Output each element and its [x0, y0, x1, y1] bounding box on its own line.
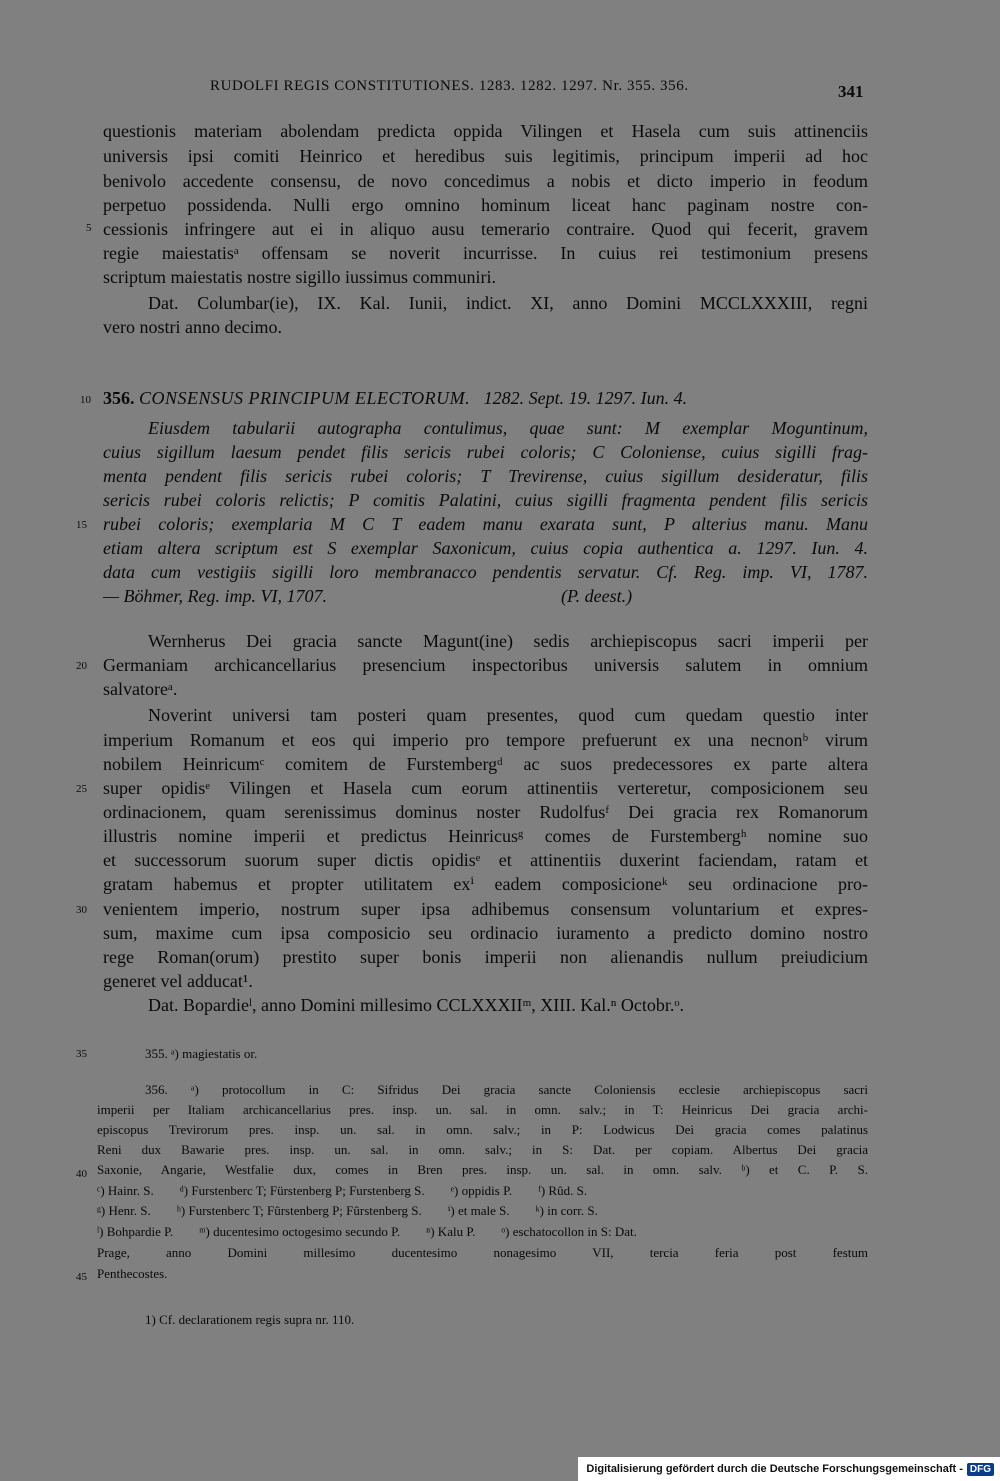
line-number: 15 [76, 519, 87, 531]
text-line: Dat. Columbar(ie), IX. Kal. Iunii, indict. XI, anno Domini MCCLXXXIII, regni [148, 293, 868, 313]
text-line: ordinacionem, quam serenissimus dominus noster Rudolfusᶠ Dei gracia rex Romanorum [103, 802, 868, 822]
note-line: menta pendent filis sericis rubei coloris; T Trevirense, cuius sigillum desideratur, filis [103, 466, 868, 486]
text-line: universis ipsi comiti Heinrico et heredibus suis legitimis, principum imperii ad hoc [103, 146, 868, 166]
page-number: 341 [838, 82, 864, 101]
note-line: etiam altera scriptum est S exemplar Saxonicum, cuius copia authentica a. 1297. Iun. 4. [103, 538, 868, 558]
running-title: RUDOLFI REGIS CONSTITUTIONES. 1283. 1282. 1297. Nr. 355. 356. [210, 78, 689, 94]
text-line: Noverint universi tam posteri quam presentes, quod cum quedam questio inter [148, 705, 868, 725]
text-line: cessionis infringere aut ei in aliquo ausu temerario contraire. Quod qui fecerit, gravem [103, 219, 868, 239]
footnote-line: Penthecostes. [97, 1266, 168, 1281]
text-line: gratam habemus et propter utilitatem exⁱ eadem composicioneᵏ seu ordinacione pro- [103, 874, 868, 894]
text-line: benivolo accedente consensu, de novo concedimus a nobis et dicto imperio in feodum [103, 171, 868, 191]
line-number: 40 [76, 1168, 87, 1180]
footnote-line: imperii per Italiam archicancellarius pres. insp. un. sal. in omn. salv.; in T: Heinricus Dei gracia archi- [97, 1102, 868, 1117]
text-line: rege Roman(orum) prestito super bonis imperii non alienandis nullum preiudicium [103, 947, 868, 967]
text-line: scriptum maiestatis nostre sigillo iussimus communiri. [103, 267, 496, 287]
funding-text: Digitalisierung gefördert durch die Deutsche Forschungsgemeinschaft - [586, 1463, 963, 1475]
note-line: Eiusdem tabularii autographa contulimus, quae sunt: M exemplar Moguntinum, [148, 418, 868, 438]
text-line: Dat. Bopardieˡ, anno Domini millesimo CCLXXXIIᵐ, XIII. Kal.ⁿ Octobr.ᵒ. [148, 995, 685, 1015]
footnote-line: episcopus Trevirorum pres. insp. un. sal. in omn. salv.; in P: Lodwicus Dei gracia comes palatinus [97, 1122, 868, 1137]
text-line: super opidisᵉ Vilingen et Hasela cum eorum attinentiis verteretur, composicionem seu [103, 778, 868, 798]
line-number: 30 [76, 904, 87, 916]
line-number: 10 [80, 394, 91, 406]
text-line: venientem imperio, nostrum super ipsa adhibemus consensum voluntarium et expres- [103, 899, 868, 919]
line-number: 25 [76, 783, 87, 795]
document-heading [103, 388, 868, 409]
footnote-line: ˡ) Bohpardie P. ᵐ) ducentesimo octogesimo secundo P. ⁿ) Kalu P. ᵒ) eschatocollon in S: Dat. [97, 1224, 637, 1239]
footnote-line: ᵍ) Henr. S. ʰ) Furstenberc T; Fûrstenberg P; Fûrstenberg S. ⁱ) et male S. ᵏ) in corr. S. [97, 1203, 598, 1218]
text-line: Germaniam archicancellarius presencium inspectoribus universis salutem in omnium [103, 655, 868, 675]
note-line: data cum vestigiis sigilli loro membranacco pendentis servatur. Cf. Reg. imp. VI, 1787. [103, 562, 868, 582]
note-line: sericis rubei coloris relictis; P comitis Palatini, cuius sigilli fragmenta pendent filis sericis [103, 490, 868, 510]
line-number: 35 [76, 1048, 87, 1060]
text-line: salvatoreᵃ. [103, 679, 178, 699]
text-line: imperium Romanum et eos qui imperio pro tempore prefuerunt ex una necnonᵇ virum [103, 730, 868, 750]
text-line: nobilem Heinricumᶜ comitem de Furstembergᵈ ac suos predecessores ex parte altera [103, 754, 868, 774]
line-number: 45 [76, 1271, 87, 1283]
text-line: regie maiestatisᵃ offensam se noverit incurrisse. In cuius rei testimonium presens [103, 243, 868, 263]
footnote-line: Reni dux Bawarie pres. insp. un. sal. in omn. salv.; in S: Dat. per copiam. Albertus Dei gracia [97, 1142, 868, 1157]
line-number: 5 [86, 222, 92, 234]
text-line: vero nostri anno decimo. [103, 317, 282, 337]
footnote-line: Saxonie, Angarie, Westfalie dux, comes in Bren pres. insp. un. sal. in omn. salv. ᵇ) et C. P. S. [97, 1162, 868, 1177]
text-line: perpetuo possidenda. Nulli ergo omnino hominum liceat hanc paginam nostre con- [103, 195, 868, 215]
text-line: et successorum suorum super dictis opidisᵉ et attinentiis duxerint faciendam, ratam et [103, 850, 868, 870]
footnote-1: 1) Cf. declarationem regis supra nr. 110. [145, 1312, 355, 1327]
text-line: Wernherus Dei gracia sancte Magunt(ine) sedis archiepiscopus sacri imperii per [148, 631, 868, 651]
note-line: cuius sigillum laesum pendet filis sericis rubei coloris; C Coloniense, cuius sigilli frag- [103, 442, 868, 462]
footnote-355: 355. ᵃ) magiestatis or. [145, 1046, 258, 1061]
document-title: CONSENSUS PRINCIPUM ELECTORUM. [139, 388, 471, 408]
line-number: 20 [76, 660, 87, 672]
document-dates: 1282. Sept. 19. 1297. Iun. 4. [483, 388, 688, 408]
text-line: questionis materiam abolendam predicta oppida Vilingen et Hasela cum suis attinenciis [103, 121, 868, 141]
document-number: 356. [103, 388, 135, 408]
footnote-line: ᶜ) Hainr. S. ᵈ) Furstenberc T; Fürstenberg P; Furstenberg S. ᵉ) oppidis P. ᶠ) Rûd. S. [97, 1183, 588, 1198]
text-line: generet vel adducat¹. [103, 971, 253, 991]
note-line: — Böhmer, Reg. imp. VI, 1707. (P. deest.) [103, 586, 633, 606]
text-line: sum, maxime cum ipsa composicio seu ordinacio iuramento a predicto domino nostro [103, 923, 868, 943]
footnote-line: 356. ᵃ) protocollum in C: Sifridus Dei gracia sancte Coloniensis ecclesie archiepiscopus sacri [145, 1082, 868, 1097]
text-line: illustris nomine imperii et predictus Heinricusᵍ comes de Furstembergʰ nomine suo [103, 826, 868, 846]
footnote-line: Prage, anno Domini millesimo ducentesimo nonagesimo VII, tercia feria post festum [97, 1245, 868, 1260]
funding-banner [578, 1457, 1000, 1481]
note-line: rubei coloris; exemplaria M C T eadem manu exarata sunt, P alterius manu. Manu [103, 514, 868, 534]
dfg-logo-icon: DFG [967, 1463, 994, 1476]
